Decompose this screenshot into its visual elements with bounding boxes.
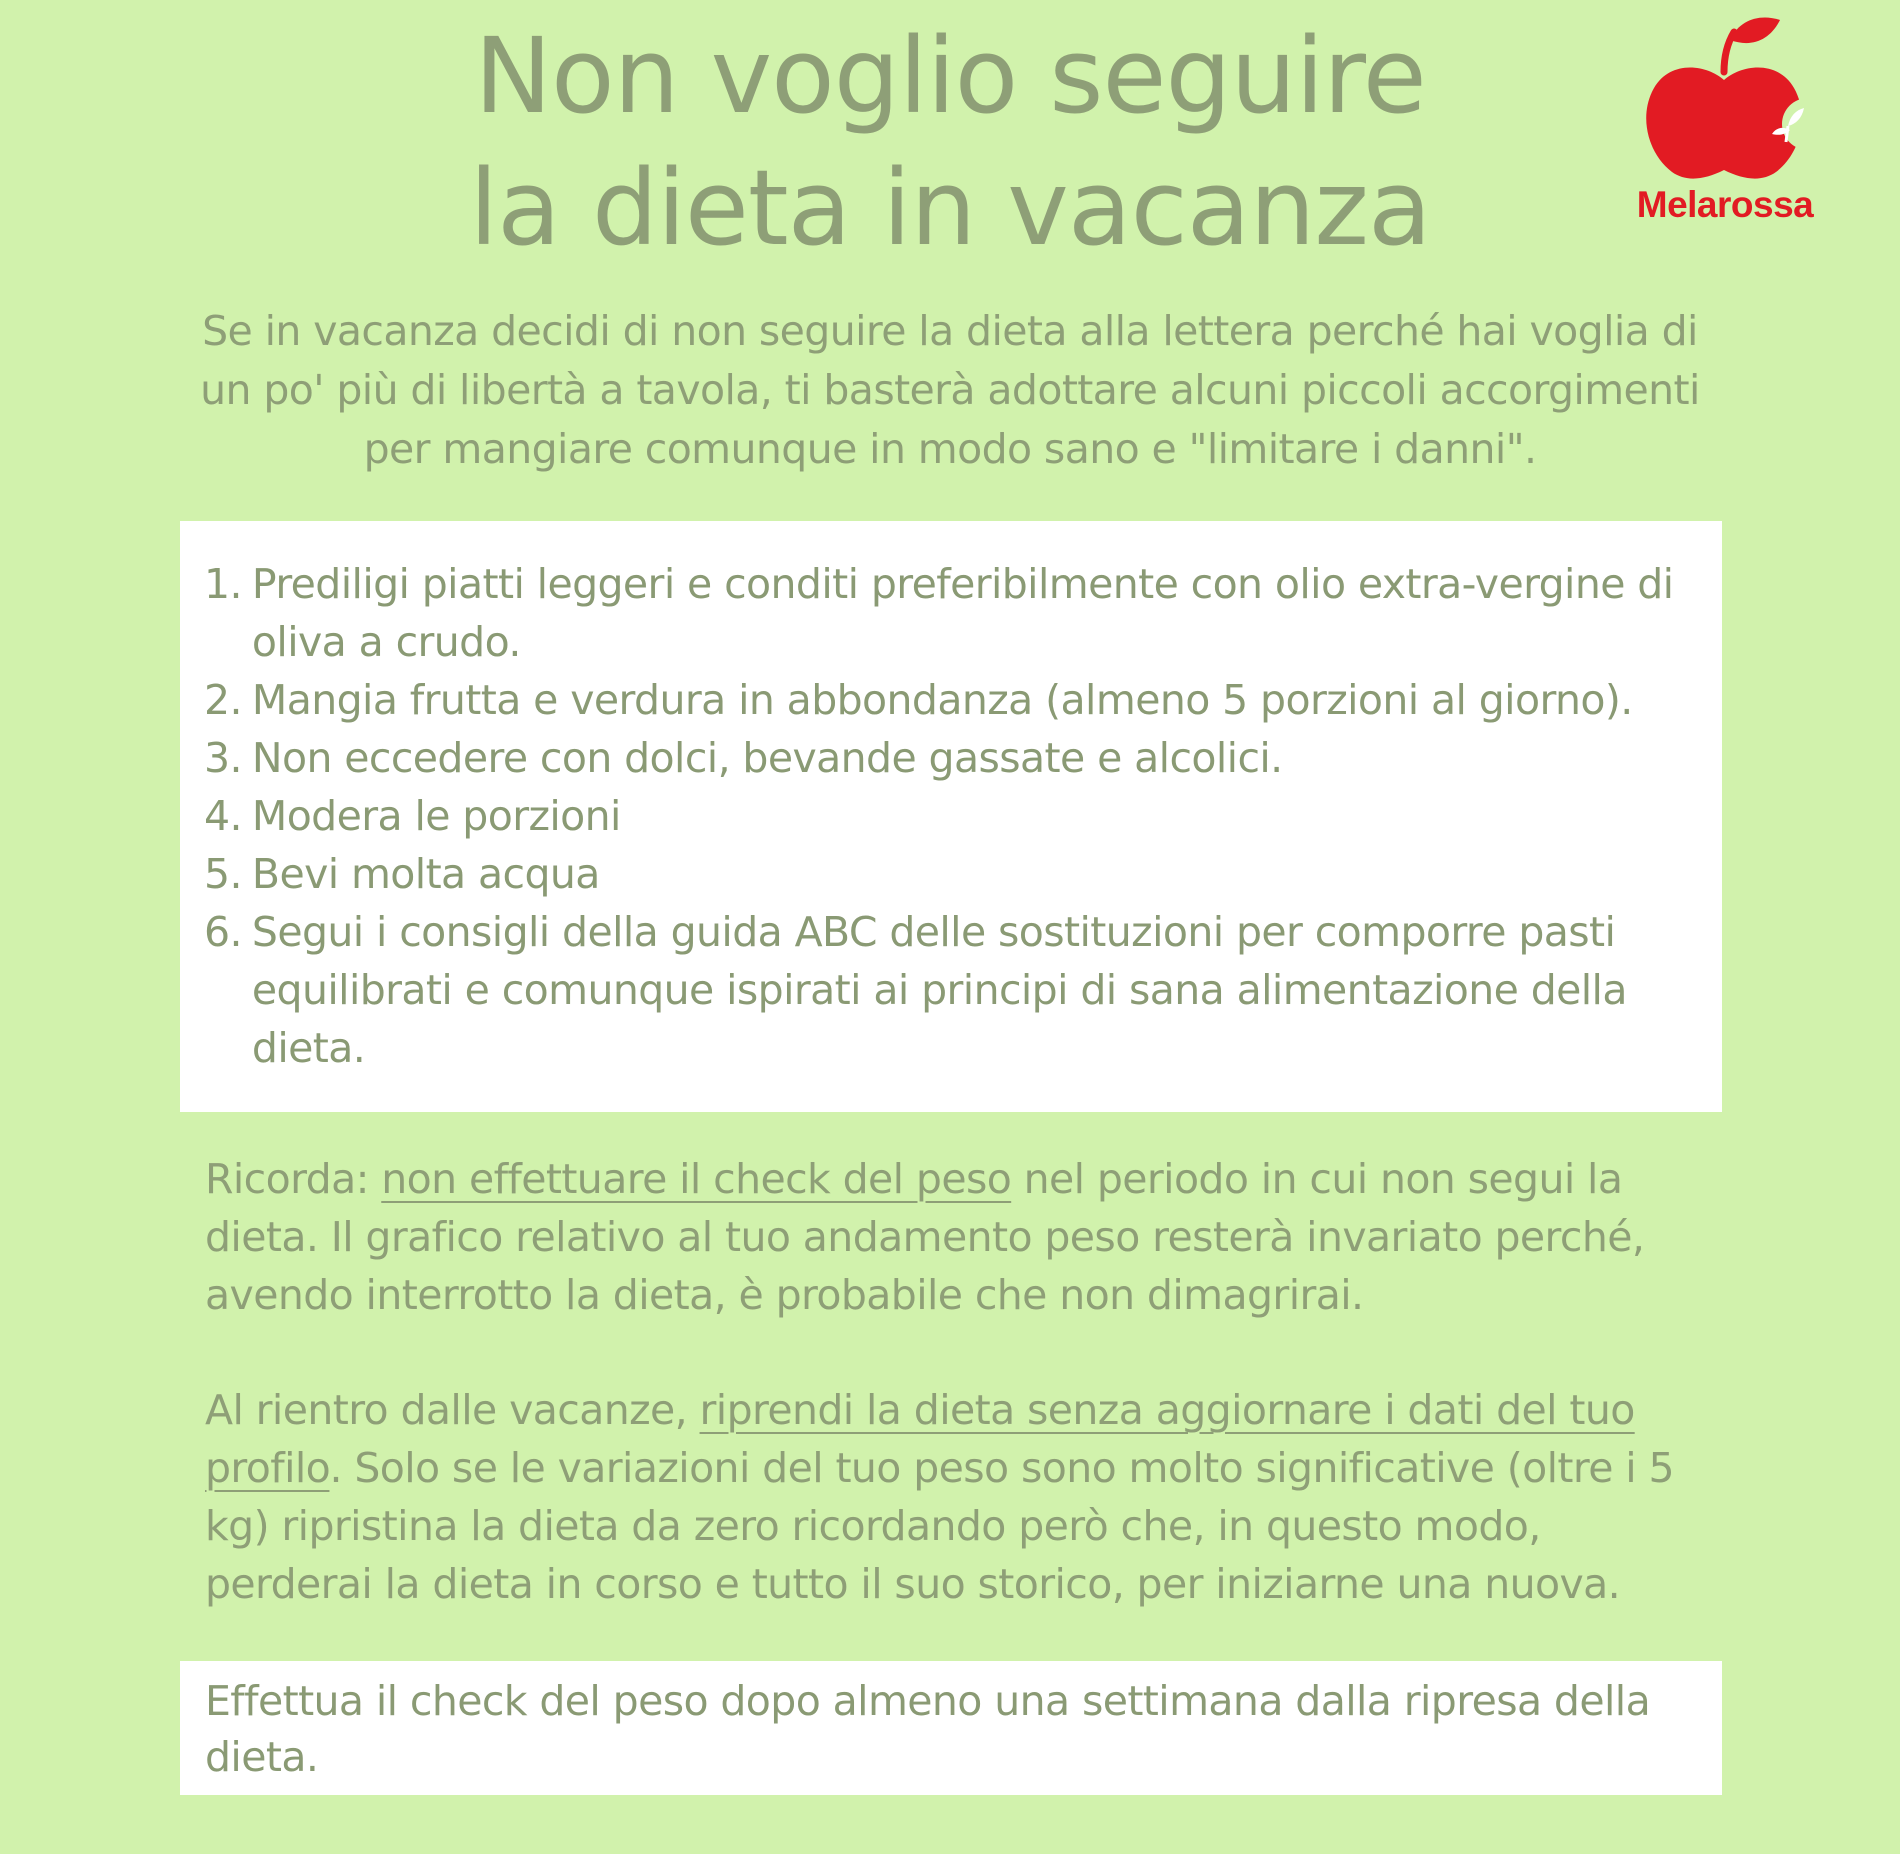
reminder-prefix: Ricorda: — [205, 1155, 382, 1203]
list-item-number: 1. — [204, 560, 242, 608]
intro-text: Se in vacanza decidi di non seguire la dieta alla lettera perché hai voglia di un po' più di libertà a tavola, ti basterà adottare alcuni piccoli accorgimenti per mangiare comunque in modo sano e "limitare i danni". — [200, 307, 1700, 473]
list-item — [204, 903, 1704, 1077]
brand-logo — [1620, 14, 1830, 234]
page-title-line-2: la dieta in vacanza — [469, 147, 1431, 269]
reminder-link[interactable]: non effettuare il check del peso — [381, 1155, 1012, 1203]
return-link[interactable]: riprendi la dieta senza aggiornare i dati del tuo profilo — [205, 1386, 1635, 1492]
list-item-text: Bevi molta acqua — [251, 850, 600, 898]
list-item-text: Modera le porzioni — [251, 792, 621, 840]
return-paragraph — [205, 1381, 1715, 1613]
list-item — [204, 787, 1704, 845]
list-item-text: Prediligi piatti leggeri e conditi preferibilmente con olio extra-vergine di oliva a crudo. — [251, 560, 1674, 666]
list-item-number: 2. — [204, 676, 242, 724]
reminder-paragraph — [205, 1150, 1715, 1324]
list-item-number: 3. — [204, 734, 242, 782]
list-item-text: Mangia frutta e verdura in abbondanza (almeno 5 porzioni al giorno). — [251, 676, 1633, 724]
brand-name: Melarossa — [1636, 184, 1814, 225]
final-note-text: Effettua il check del peso dopo almeno una settimana dalla ripresa della dieta. — [205, 1677, 1651, 1781]
tips-panel — [180, 521, 1722, 1112]
list-item-number: 6. — [204, 908, 242, 956]
final-note-panel — [180, 1661, 1722, 1795]
list-item-number: 5. — [204, 850, 242, 898]
list-item — [204, 845, 1704, 903]
page-title-line-1: Non voglio seguire — [474, 15, 1426, 137]
list-item — [204, 729, 1704, 787]
tips-list — [204, 555, 1704, 1077]
apple-icon — [1620, 14, 1830, 184]
return-suffix: . Solo se le variazioni del tuo peso sono molto significative (oltre i 5 kg) ripristina la dieta da zero ricordando però che, in questo modo, perderai la dieta in corso e tutto il suo storico, per iniziarne una nuova. — [205, 1444, 1675, 1608]
reminder-suffix: nel periodo in cui non segui la dieta. Il grafico relativo al tuo andamento peso resterà invariato perché, avendo interrotto la dieta, è probabile che non dimagrirai. — [205, 1155, 1645, 1319]
list-item-text: Non eccedere con dolci, bevande gassate e alcolici. — [251, 734, 1283, 782]
list-item — [204, 555, 1704, 671]
list-item — [204, 671, 1704, 729]
page-title — [300, 10, 1600, 274]
list-item-number: 4. — [204, 792, 242, 840]
list-item-text: Segui i consigli della guida ABC delle sostituzioni per comporre pasti equilibrati e comunque ispirati ai principi di sana alimentazione della dieta. — [251, 908, 1627, 1072]
return-prefix: Al rientro dalle vacanze, — [205, 1386, 700, 1434]
